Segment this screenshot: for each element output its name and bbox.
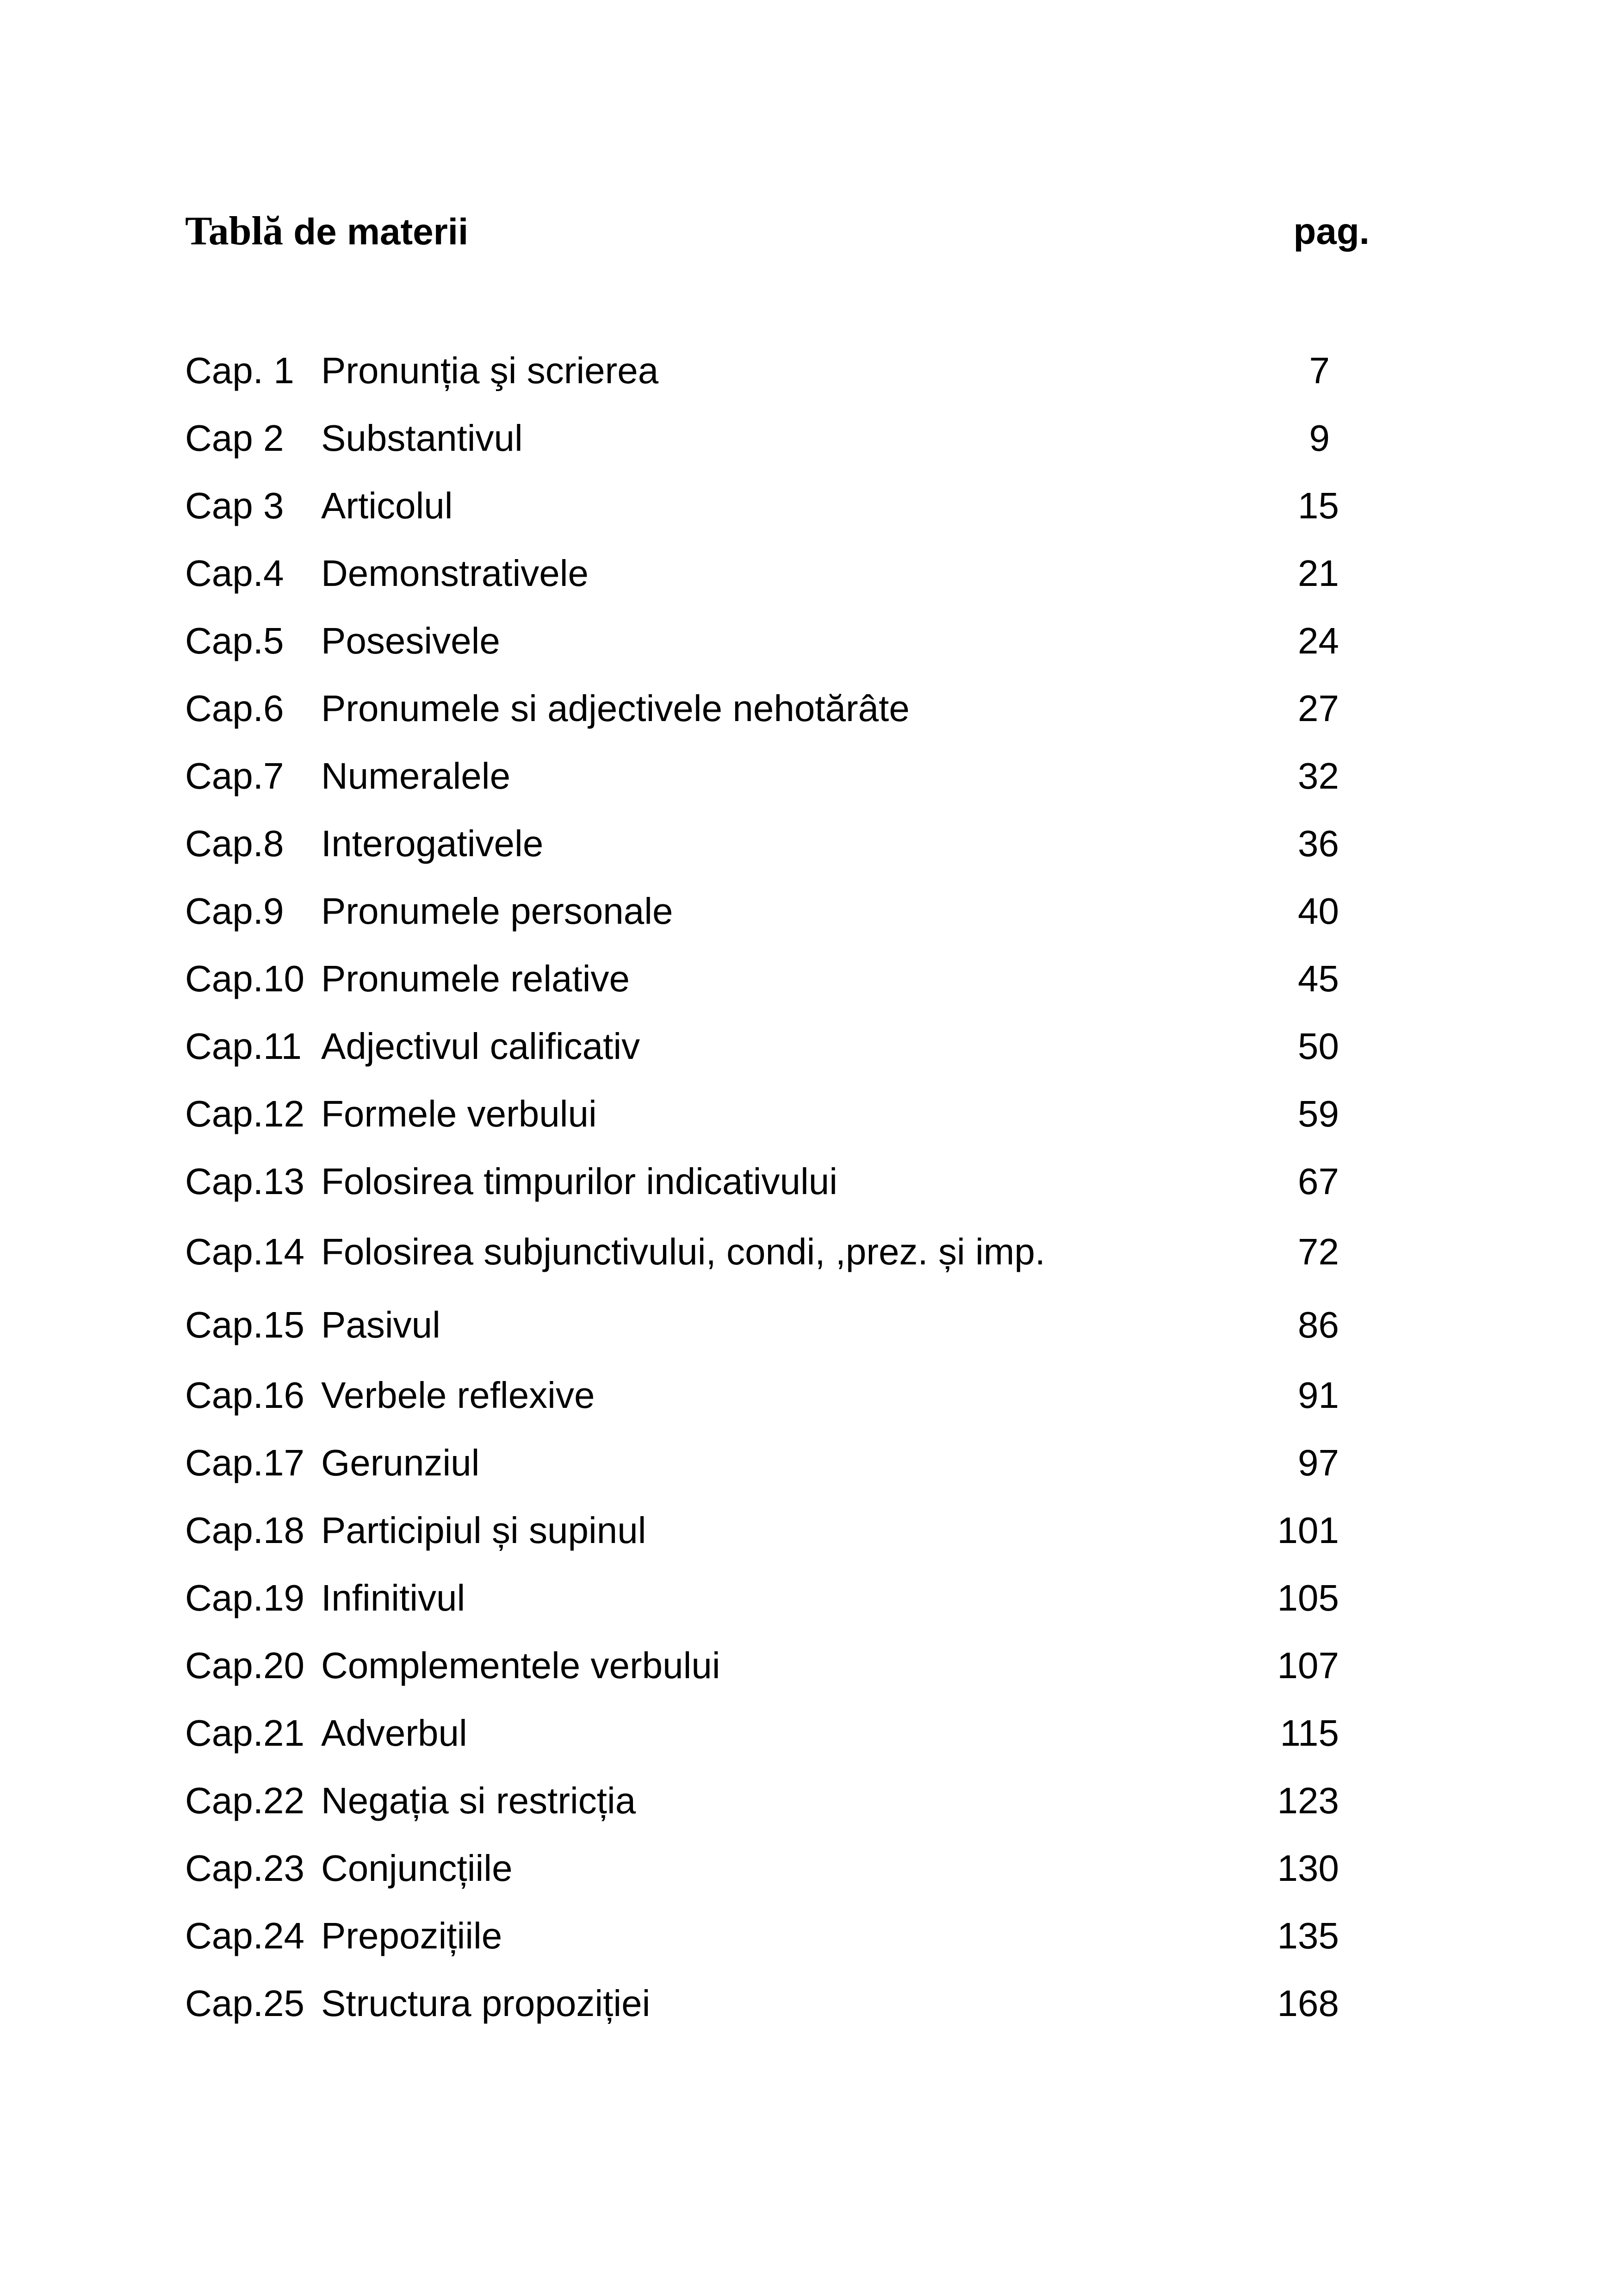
chapter-number: Cap.6 [185, 688, 284, 729]
toc-title [185, 204, 468, 260]
chapter-title: Participiul și supinul [321, 1510, 646, 1551]
toc-entry [185, 1013, 1351, 1080]
page-number: 9 [1309, 417, 1330, 459]
chapter-title: Folosirea timpurilor indicativului [321, 1161, 837, 1202]
chapter-title: Negația si restricția [321, 1780, 636, 1821]
chapter-number: Cap.9 [185, 890, 284, 932]
chapter-title: Prepozițiile [321, 1915, 502, 1956]
page-number: 105 [1277, 1577, 1339, 1618]
page-number: 21 [1298, 553, 1339, 594]
page-number: 91 [1298, 1375, 1339, 1416]
chapter-title: Interogativele [321, 823, 544, 864]
page-number: 32 [1298, 755, 1339, 796]
chapter-title: Adjectivul calificativ [321, 1026, 640, 1067]
toc-entry [185, 607, 1351, 675]
toc-entry [185, 1362, 1351, 1429]
toc-entry [185, 337, 1351, 404]
toc-title-rest: de materii [283, 211, 469, 252]
chapter-title: Pronumele personale [321, 890, 673, 932]
page-number: 101 [1277, 1510, 1339, 1551]
page-number: 135 [1277, 1915, 1339, 1956]
page-column-label: pag. [1293, 211, 1370, 252]
page-number: 45 [1298, 958, 1339, 999]
chapter-number: Cap. 1 [185, 350, 294, 391]
toc-entry [185, 1970, 1351, 2037]
chapter-title: Infinitivul [321, 1577, 465, 1618]
chapter-number: Cap.21 [185, 1712, 304, 1754]
chapter-number: Cap.18 [185, 1510, 304, 1551]
page-number: 72 [1298, 1231, 1339, 1272]
chapter-number: Cap.10 [185, 958, 304, 999]
toc-entry [185, 877, 1351, 945]
chapter-number: Cap.5 [185, 620, 284, 661]
chapter-title: Adverbul [321, 1712, 467, 1754]
chapter-title: Formele verbului [321, 1093, 597, 1134]
toc-entry [185, 1835, 1351, 1902]
toc-list [185, 337, 1351, 2037]
chapter-number: Cap.16 [185, 1375, 304, 1416]
chapter-number: Cap.14 [185, 1231, 304, 1272]
chapter-number: Cap.7 [185, 755, 284, 796]
page-number: 36 [1298, 823, 1339, 864]
chapter-number: Cap.17 [185, 1442, 304, 1483]
page-number: 115 [1280, 1712, 1339, 1754]
toc-entry [185, 742, 1351, 810]
chapter-title: Complementele verbului [321, 1645, 720, 1686]
page-number: 59 [1298, 1093, 1339, 1134]
toc-entry [185, 1632, 1351, 1699]
page-number: 107 [1277, 1645, 1339, 1686]
chapter-title: Folosirea subjunctivului, condi, ,prez. și imp. [321, 1231, 1046, 1272]
toc-entry [185, 945, 1351, 1013]
page-number: 27 [1298, 688, 1339, 729]
page-number: 130 [1277, 1848, 1339, 1889]
chapter-number: Cap.4 [185, 553, 284, 594]
chapter-title: Numeralele [321, 755, 511, 796]
page-number: 7 [1309, 350, 1330, 391]
toc-entry [185, 1148, 1351, 1215]
page-number: 40 [1298, 890, 1339, 932]
page-number: 97 [1298, 1442, 1339, 1483]
toc-title-word: Tablă [185, 209, 284, 254]
page-number: 50 [1298, 1026, 1339, 1067]
toc-entry [185, 404, 1351, 472]
chapter-number: Cap.23 [185, 1848, 304, 1889]
toc-entry [185, 1699, 1351, 1767]
chapter-number: Cap.12 [185, 1093, 304, 1134]
toc-header [185, 204, 1370, 259]
chapter-number: Cap.25 [185, 1983, 304, 2024]
chapter-title: Conjuncțiile [321, 1848, 513, 1889]
chapter-number: Cap 3 [185, 485, 284, 526]
toc-entry [185, 1902, 1351, 1970]
chapter-number: Cap.19 [185, 1577, 304, 1618]
chapter-title: Demonstrativele [321, 553, 589, 594]
chapter-number: Cap 2 [185, 417, 284, 459]
page-number: 24 [1298, 620, 1339, 661]
chapter-title: Structura propoziției [321, 1983, 651, 2024]
chapter-number: Cap.13 [185, 1161, 304, 1202]
page-number: 86 [1298, 1304, 1339, 1345]
chapter-title: Articolul [321, 485, 453, 526]
toc-entry [185, 1080, 1351, 1148]
chapter-title: Pronunția şi scrierea [321, 350, 659, 391]
chapter-number: Cap.24 [185, 1915, 304, 1956]
chapter-title: Pasivul [321, 1304, 440, 1345]
toc-entry [185, 1215, 1351, 1288]
chapter-title: Posesivele [321, 620, 500, 661]
toc-entry [185, 1564, 1351, 1632]
toc-entry [185, 1288, 1351, 1362]
chapter-title: Substantivul [321, 417, 523, 459]
chapter-number: Cap.8 [185, 823, 284, 864]
page-number: 123 [1277, 1780, 1339, 1821]
toc-entry [185, 472, 1351, 540]
toc-entry [185, 1767, 1351, 1835]
page-number: 67 [1298, 1161, 1339, 1202]
chapter-number: Cap.11 [185, 1026, 302, 1067]
chapter-title: Pronumele si adjectivele nehotărâte [321, 688, 910, 729]
page-number: 168 [1277, 1983, 1339, 2024]
toc-entry [185, 1497, 1351, 1564]
toc-entry [185, 540, 1351, 607]
chapter-title: Pronumele relative [321, 958, 630, 999]
chapter-number: Cap.22 [185, 1780, 304, 1821]
chapter-title: Verbele reflexive [321, 1375, 595, 1416]
chapter-number: Cap.20 [185, 1645, 304, 1686]
chapter-number: Cap.15 [185, 1304, 304, 1345]
toc-entry [185, 810, 1351, 877]
chapter-title: Gerunziul [321, 1442, 480, 1483]
page-number: 15 [1298, 485, 1339, 526]
toc-entry [185, 675, 1351, 742]
toc-entry [185, 1429, 1351, 1497]
